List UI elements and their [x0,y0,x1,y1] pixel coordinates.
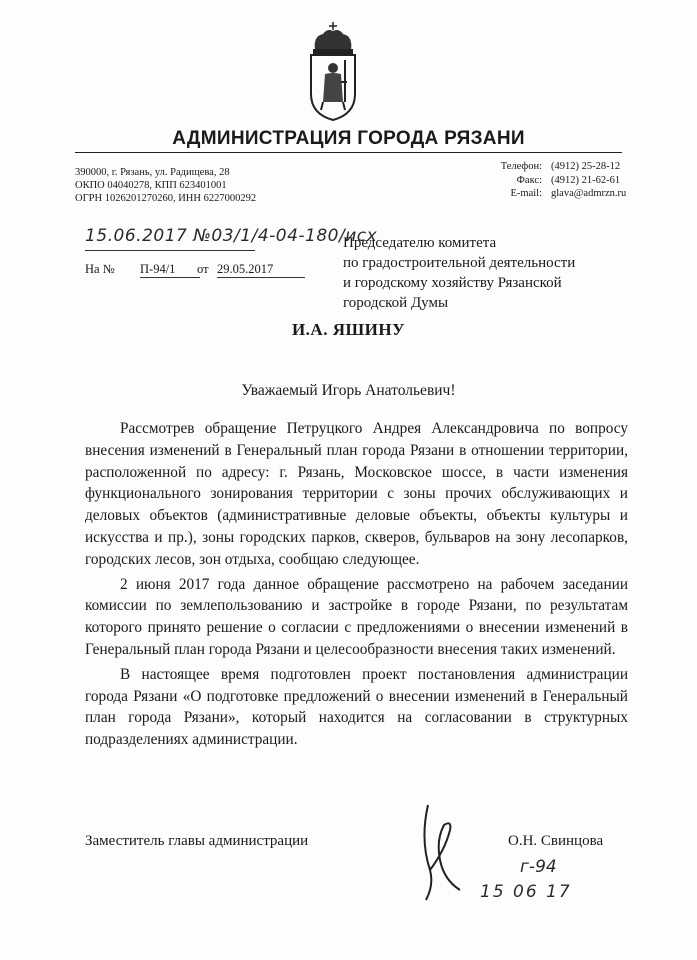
salutation: Уважаемый Игорь Анатольевич! [241,382,456,399]
body-paragraph: В настоящее время подготовлен проект постановления администрации города Рязани «О подготовке предложений о внесении изменений в Генеральный план города Рязани», который находится на согласовании в структурных подразделениях администрации. [85,665,628,749]
addressee-line: по градостроительной деятельности [343,255,576,271]
addressee-line: и городскому хозяйству Рязанской [343,275,562,291]
requisites-block [75,166,256,205]
addressee-line: городской Думы [343,295,449,311]
registration-handwritten: 15.06.2017 №03/1/4-04-180/исх [85,226,378,246]
signer-title: Заместитель главы администрации [85,833,309,849]
fax-value: (4912) 21-62-61 [551,174,621,186]
registration-underline [85,250,255,251]
coat-of-arms-icon [301,22,365,122]
signer-name: О.Н. Свинцова [508,833,604,849]
organization-title: АДМИНИСТРАЦИЯ ГОРОДА РЯЗАНИ [172,128,525,149]
addressee-name: И.А. ЯШИНУ [291,320,406,339]
handwritten-signature [400,800,470,910]
ref-number: П-94/1 [140,262,200,278]
phone-value: (4912) 25-28-12 [551,161,621,172]
email-value: glava@admrzn.ru [551,188,627,199]
ref-date: 29.05.2017 [217,262,305,278]
body-paragraph: Рассмотрев обращение Петруцкого Андрея Александровича по вопросу внесения изменений в Генеральный план города Рязани в отношении территории, расположенной по адресу: г. Рязань, Московское шоссе, в части изменения функционального зонирования территории с зоны прочих обслуживающих и деловых объектов (административные деловые объекты, объекты культуры и искусства и пр.), зоны городских парков, скверов, бульваров на зону лесопарков, городских лесов, зон отдыха, сообщаю следующее. [85,420,628,568]
fax-label: Факс: [516,174,542,186]
addressee-block [343,233,643,313]
email-label: E-mail: [510,188,542,199]
okpo-kpp: ОКПО 04040278, КПП 623401001 [75,180,227,191]
ogrn-inn: ОГРН 1026201270260, ИНН 6227000292 [75,193,257,204]
ref-from-label: от [197,262,209,276]
address: 390000, г. Рязань, ул. Радищева, 28 [75,167,230,178]
ref-label: На № [85,262,115,276]
body-paragraph: 2 июня 2017 года данное обращение рассмотрено на рабочем заседании комиссии по землепользованию и застройке в городе Рязани, по результатам которого принято решение о согласии с предложениями о внесении изменений в Генеральный план города Рязани и целесообразности внесения таких изменений. [85,575,628,658]
handwritten-date: 15 06 17 [480,882,572,902]
header-divider [75,152,622,153]
letter-body [85,418,628,754]
contact-values [551,160,626,201]
phone-label: Телефон: [500,161,542,172]
contact-labels [452,160,542,201]
handwritten-note: г-94 [520,857,557,877]
addressee-line: Председателю комитета [343,235,497,251]
